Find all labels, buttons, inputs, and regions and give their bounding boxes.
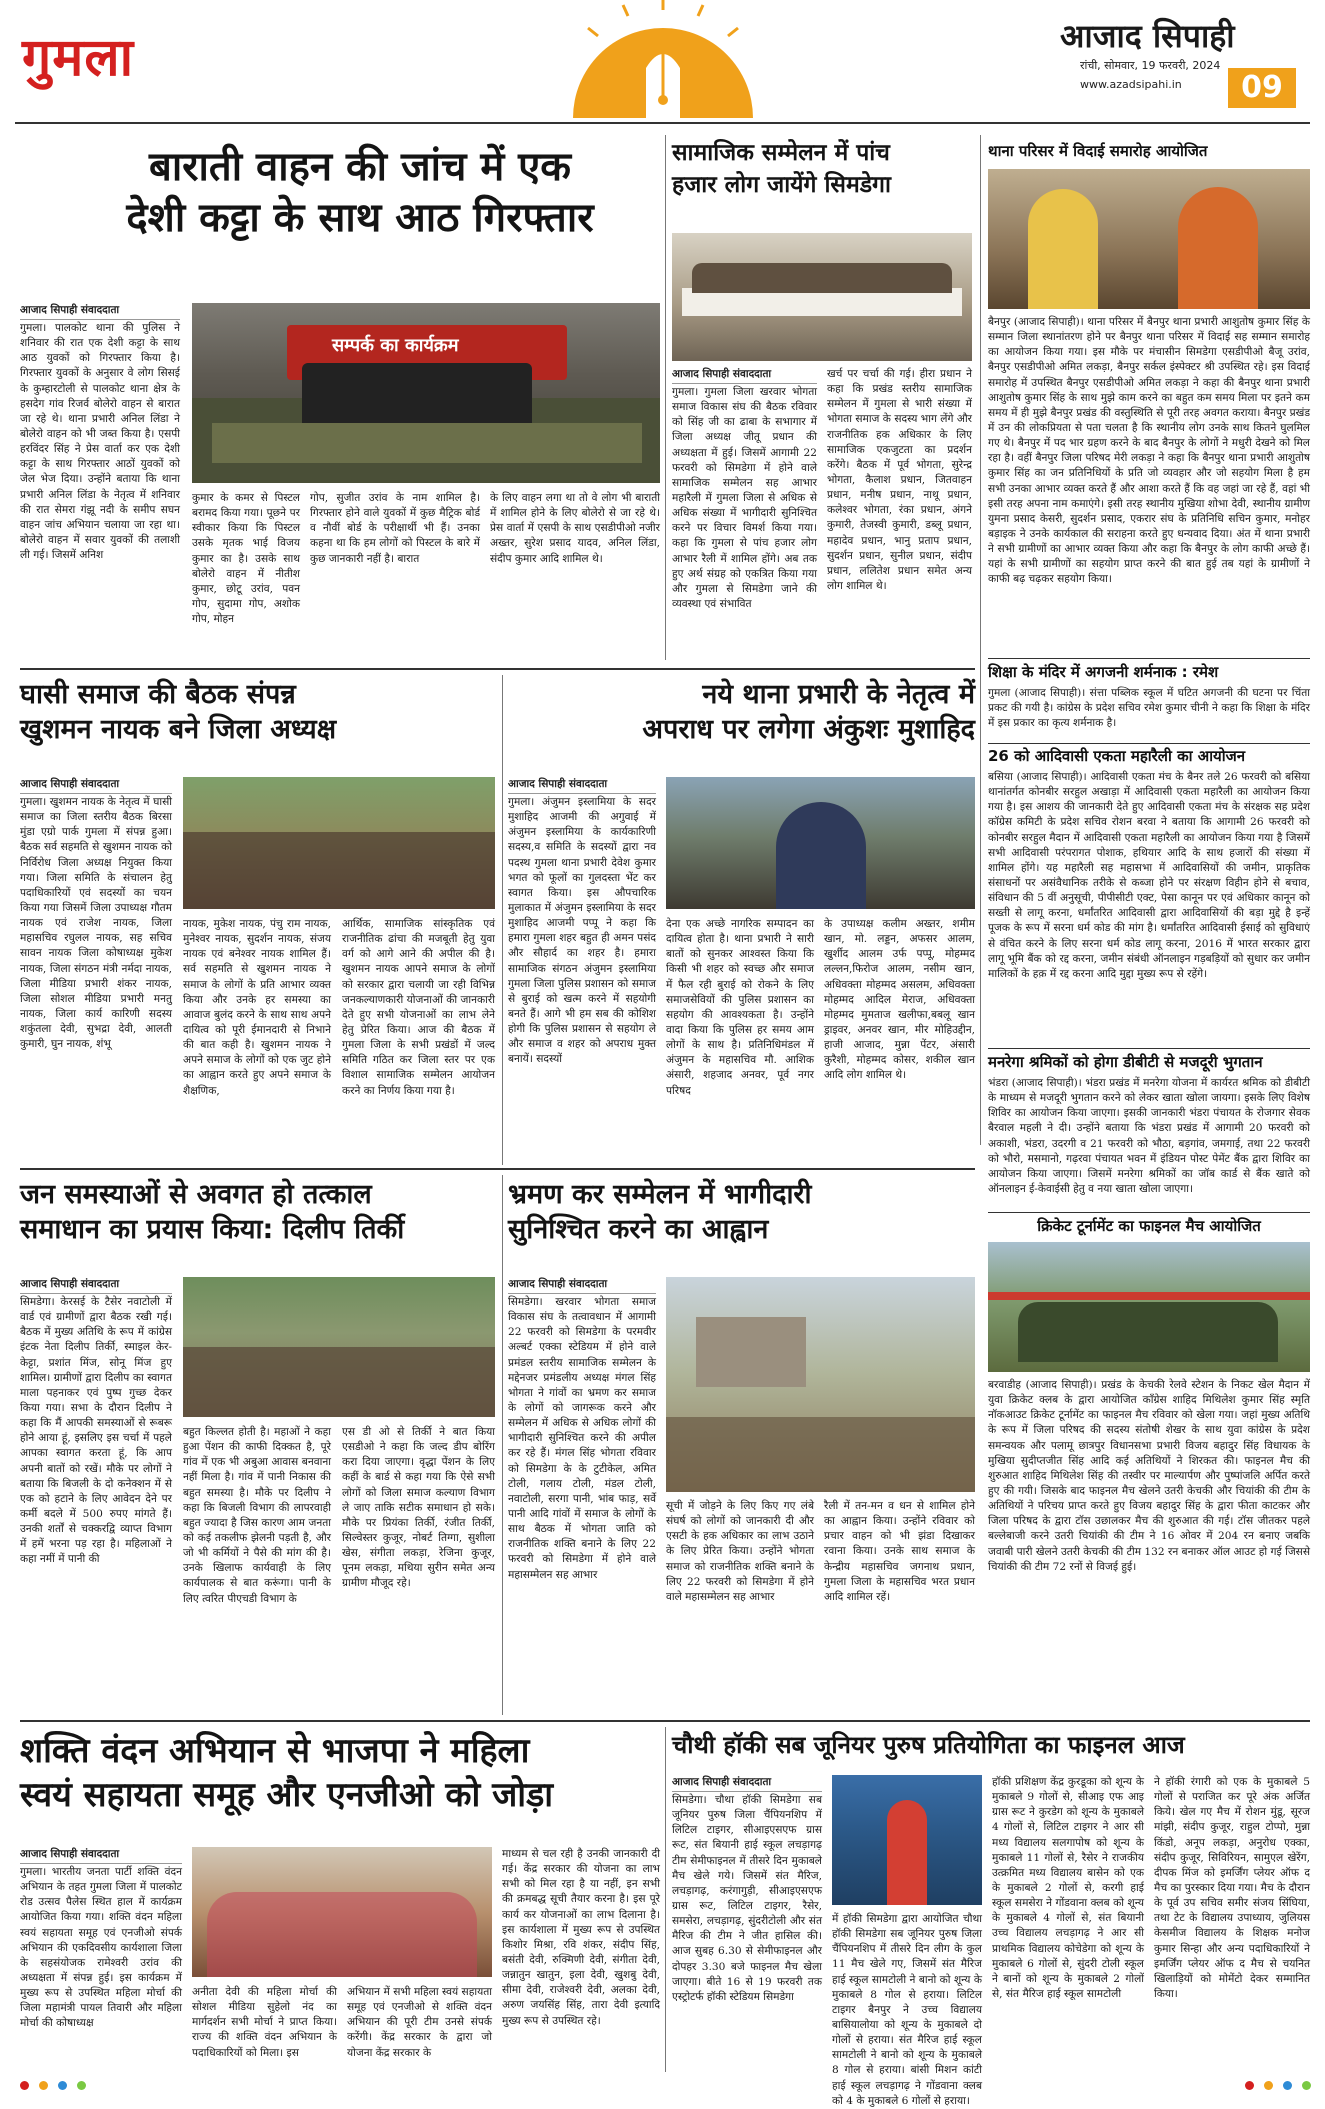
masthead-rule (15, 122, 1310, 124)
byline: आजाद सिपाही संवाददाता (672, 1775, 822, 1792)
story-col-4: ने हॉकी रंगारी को एक के मुकाबले 5 गोलों से पराजित कर पूरे अंक अर्जित किये। खेल गए मैच में रोशन मुंडू, सूरज मांझी, संदीप कुजूर, राहुल टोप्पो, मुन्ना किंडो, अनूप लकड़ा, अनुरोध एक्का, संदीप कुजूर, सिविरियन, सामुएल खेरेंग, दीपक मिंज को इमर्जिंग प्लेयर ऑफ द मैच का पुरस्कार दिया गया। मैच के दौरान के पूर्व उप सचिव समीर संजय सिंघिया, तथा टेट के विद्यालय उपाध्याय, जुलियस केसमीज विद्यालय के शिक्षक मनोज कुमार सिन्हा और अन्य पदाधिकारियों ने इमर्जिंग प्लेयर ऑफ द मैच से चयनित खिलाड़ियों को मोमेंटो देकर सम्मानित किया। (1154, 1776, 1310, 2000)
masthead (0, 0, 1325, 130)
headline: शिक्षा के मंदिर में अगजनी शर्मनाक : रमेश (988, 663, 1219, 681)
story-manrega-dbt (988, 1052, 1310, 1212)
story-body: गुमला (आजाद सिपाही)। संत्ता पब्लिक स्कूल में घटित अगजनी की घटना पर चिंता प्रकट की गयी है। कांग्रेस के प्रदेश सचिव रमेश कुमार चीनी ने कहा कि शिक्षा के मंदिर में इस प्रकार का कृत्य शर्मनाक है। (988, 687, 1310, 730)
dot-6 (1264, 2081, 1273, 2090)
headline-line2: स्वयं सहायता समूह और एनजीओ को जोड़ा (20, 1775, 554, 1816)
story-col-1: गुमला। अंजुमन इस्लामिया के सदर मुशाहिद आजमी की अगुवाई में अंजुमन इस्लामिया के कार्यकारिणी सदस्य,व समिति के सदस्यों द्वारा नव पदस्थ गुमला थाना प्रभारी देवेश कुमार भगत को फूलों का गुलदस्ता भेंट कर स्वागत किया। इस औपचारिक मुलाकात में अंजुमन इस्लामिया के सदर मुशाहिद आजमी पप्पू ने कहा कि हमारा गुमला शहर बहुत ही अमन पसंद और सौहार्द का शहर है। हमारा सामाजिक संगठन अंजुमन इस्लामिया गुमला जिला पुलिस प्रशासन को समाज से बुराई को खत्म करने में सहयोगी बनते हैं। आगे भी हम सब की कोशिश होगी कि पुलिस प्रशासन से सहयोग ले और समाज व शहर को अपराध मुक्त बनायें। सदस्यों (508, 796, 656, 1066)
headline-line2: देशी कट्टा के साथ आठ गिरफ्तार (126, 194, 594, 241)
byline: आजाद सिपाही संवाददाता (20, 1277, 172, 1294)
story-col-2: बहुत किल्लत होती है। महाओं ने कहा हुआ पेंशन की काफी दिक्कत है, पूरे गांव में एक भी अबुआ आवास बनवाना नहीं मिला है। गांव में पानी निकास की बहुत समस्या है। मौके पर दिलीप ने कहा कि बिजली विभाग की लापरवाही बहुत ज्यादा है जिस कारण आम जनता को कई तकलीफ झेलनी पड़ती है, और जो भी कर्मियों ने पैसे की मांग की है। उनके खिलाफ कार्यवाही के लिए कार्यपालक से बात करूंगा। पानी के लिए त्वरित पीएचडी विभाग के (183, 1426, 331, 1605)
headline-line2: सुनिश्चित करने का आह्वान (508, 1214, 769, 1246)
story-col-1: सिमडेगा। चौथा हॉकी सिमडेगा सब जूनियर पुरुष जिला चैंपियनशिप में लिटिल टाइगर, सीआइएसएफ ग्रास रूट, संत बियानी हाई स्कूल लचड़ागढ़ टीम सेमीफाइनल में तीसरे दिन मुकाबले मैच खेले गये। जिसमें संत मैरिज, लचड़ागढ़, करंगागुड़ी, सीआइएसएफ ग्रास रूट, लिटिल टाइगर, रैसेर, समसेरा, लचड़ागढ़, सुंदरीटोली और संत मैरिज की टीम ने जीत हासिल की। आज सुबह 6.30 से सेमीफाइनल और दोपहर 3.30 बजे फाइनल मैच खेला जाएगा। बीते 16 से 19 फरवरी तक एस्ट्रोटर्फ हॉकी स्टेडियम सिमडेगा (672, 1794, 822, 2003)
pen-nib-logo (568, 0, 758, 118)
story-col-2: खर्च पर चर्चा की गई। हीरा प्रधान ने कहा कि प्रखंड स्तरीय सामाजिक सम्मेलन में गुमला से भारी संख्या में भोगता समाज के सदस्य भाग लेंगे और राजनीतिक हक अधिकार के लिए सामाजिक एकजुटता का प्रदर्शन करेंगे। बैठक में पूर्व भोगता, सुरेन्द्र भोगता, कैलाश प्रधान, जितवाहन प्रधान, मनीष प्रधान, नाथू प्रधान, कलेश्वर भोगता, रंका प्रधान, अंगने कुमारी, तेजस्वी कुमारी, डब्लू प्रधान, महादेव प्रधान, भानु प्रताप प्रधान, सुदर्शन प्रधान, सुनील प्रधान, संदीप प्रधान, ललितेश प्रधान समेत अन्य लोग शामिल थे। (827, 368, 972, 592)
footer-dots-right (1245, 2075, 1316, 2085)
dot-3 (58, 2081, 67, 2090)
press-conference-photo (192, 303, 660, 483)
headline (20, 680, 495, 745)
story-col-3: गोप, सुजीत उरांव के नाम शामिल है। गिरफ्तार होने वाले युवकों में कुछ मैट्रिक बोर्ड व नौवीं बोर्ड के परीक्षार्थी भी हैं। उनका कहना था कि हम लोगों को पिस्टल के बारे में कुछ जानकारी नहीं है। बारात (310, 492, 480, 565)
byline: आजाद सिपाही संवाददाता (672, 367, 817, 384)
story-shiksha-mandir (988, 662, 1310, 742)
story-body: बसिया (आजाद सिपाही)। आदिवासी एकता मंच के बैनर तले 26 फरवरी को बसिया थानांतर्गत कोनबीर सरहुल अखाड़ा में आदिवासी एकता महारैली का आयोजन किया गया है। इस आशय की जानकारी देते हुए आदिवासी एकता मंच के संरक्षक सह प्रदेश कॉग्रेस कमिटी के प्रदेश सचिव रोशन बरवा ने बताया कि आगामी 26 फरवरी को कोनबीर सरहुल मैदान में आदिवासी एकता महारैली का आयोजन किया गया है जिसमें सभी आदिवासी परंपरागत पोशाक, हथियार आदि के साथ हजारों की संख्या में शामिल होंगे। यह महारैली सह महासभा में आदिवासियों की जमीन, प्राकृतिक संसाधनों पर असंवैधानिक तरीके से कब्जा होने पर संरक्षण विहीन होने से बचाव, संविधान की 5 वीं अनुसूची, पीपीसीटी एक्ट, पेसा कानून पर एवं अधिकार कानून को सख्ती से लागू करना, धर्मांतरित आदिवासी द्वारा आदिवासियों की बड़ा मुद्दे है इन्हें पूजक के रूप में सरना धर्म कोड की मांग है। धर्मांतरित आदिवासी ईसाई को सुविधाएं से वंचित करने के लिए सरना धर्म कोड लागू करना, 2016 में भारत सरकार द्वारा लागू भूमि बैंक को रद्द करना, जमीन संबंधी ऑनलाइन गड़बड़ियों को सुधार कर जमीन मालिकों के हक़ में रद्द करना आदि मुद्दा मुख्य रूप से रहेंगे। (988, 771, 1310, 980)
divider (502, 675, 503, 1165)
story-col-1: गुमला। भारतीय जनता पार्टी शक्ति वंदन अभियान के तहत गुमला जिला में पालकोट रोड उत्सव पैलेस स्थित हाल में कार्यक्रम आयोजित किया गया। शक्ति वंदन महिला स्वयं सहायता समूह एवं एनजीओ संपर्क अभियान की एकदिवसीय कार्यशाला जिला के सहसंयोजक रामेश्वरी उरांव की अध्यक्षता में संपन्न हुई। इस कार्यक्रम में मुख्य रूप से उपस्थित महिला मोर्चा की जिला महामंत्री पायल तिवारी और महिला मोर्चा की कोषाध्यक्ष (20, 1866, 182, 2030)
village-meeting-photo (183, 1277, 495, 1417)
story-bhraman-sammelan (508, 1175, 975, 1715)
dot-4 (77, 2081, 86, 2090)
divider (980, 135, 981, 1145)
headline (20, 1732, 660, 1814)
story-col-3: माध्यम से चल रही है उनकी जानकारी दी गई। केंद्र सरकार की योजना का लाभ सभी को मिल रहा है या नहीं, इन सभी की क्रमबद्ध सूची तैयार करना है। इस पूरे कार्य कर योजनाओं का लाभ दिलाना है। इस कार्यशाला में मुख्य रूप से उपस्थित किशोर मिश्रा, रवि शंकर, संदीप सिंह, बसंती देवी, रुक्मिणी देवी, संगीता देवी, जन्नातुन खातुन, इला देवी, खुशबु देवी, सीमा देवी, राजेश्वरी देवी, अलका देवी, अरुण जयसिंह सिंह, तारा देवी इत्यादि मुख्य रूप से उपस्थित रहे। (502, 1848, 660, 2027)
story-col-2: में हॉकी सिमडेगा द्वारा आयोजित चौथा हॉकी सिमडेगा सब जूनियर पुरुष जिला चैंपियनशिप में तीसरे दिन लीग के कुल 11 मैच खेले गए, जिसमें संत मैरिज हाई स्कूल सामटोली ने बानो को शून्य के मुकाबले 8 गोल से हराया। लिटिल टाइगर बैनपुर ने उच्च विद्यालय बासियालोया को शून्य के मुकाबले दो गोलों से हराया। संत मैरिज हाई स्कूल सामटोली ने बानो को शून्य के मुकाबले 8 गोल से हराया। बांसी मिशन कांटी हाई स्कूल लचड़ागढ़ ने गोंडवाना क्लब को 4 के मुकाबले 6 गोलों से हराया। (832, 1913, 982, 2107)
byline: आजाद सिपाही संवाददाता (508, 1277, 656, 1294)
headline: चौथी हॉकी सब जूनियर पुरुष प्रतियोगिता का फाइनल आज (672, 1731, 1185, 1759)
story-col-1: सिमडेगा। केरसई के टैसेर नवाटोली में वार्ड एवं ग्रामीणों द्वारा बैठक रखी गई। बैठक में मुख्य अतिथि के रूप में कांग्रेस इंटक नेता दिलीप तिर्की, स्माइल केर-केट्टा, प्रशांत मिंज, सोनू मिंज हुए शामिल। ग्रामीणों द्वारा दिलीप का स्वागत माला पहनाकर एवं पुष्प गुच्छ देकर किया गया। सभा के दौरान दिलीप ने कहा कि मैं आपकी समस्याओं से रूबरू होने आया हूं, इसलिए इस चर्चा में पहले आपका स्वागत करता हूं, कि आप अपनी बातों को रखें। मौके पर लोगों ने बताया कि बिजली के दो कनेक्शन में से एक को हटाने के लिए आवेदन देने पर कर्मी बदले में 500 रुपए मांगते हैं। उनकी शर्तों से चक्करद्वि व्याप्त विभाग में हमें भरना पड़ रहा है। महिलाओं ने कहा नमीं में पानी की (20, 1296, 172, 1566)
story-col-2: नायक, मुकेश नायक, पंचु राम नायक, मुनेश्वर नायक, सुदर्शन नायक, संजय नायक एवं बनेश्वर नायक शामिल हैं। सर्व सहमति से खुशमन नायक ने समाज के लोगों के प्रति आभार व्यक्त किया और उनके हर समस्या का आवाज बुलंद करने के साथ साथ अपने दायित्व को पूरी ईमानदारी से निभाने की बात कही है। खुशमन नायक ने अपने समाज के लोगों को एक जुट होने का आह्वान करते हुए अपने समाज के शैक्षणिक, (183, 918, 331, 1097)
ghasi-samaj-photo (183, 777, 495, 909)
divider (20, 668, 975, 670)
byline: आजाद सिपाही संवाददाता (20, 1847, 182, 1864)
headline-line2: समाधान का प्रयास किया: दिलीप तिर्की (20, 1214, 405, 1246)
story-naye-thana-prabhari (508, 675, 975, 1165)
story-col-1: गुमला। गुमला जिला खरवार भोगता समाज विकास संघ की बैठक रविवार को सिंह जी का ढाबा के सभागार में जिला अध्यक्ष जीतू प्रधान की अध्यक्षता में हुई। जिसमें आगामी 22 फरवरी को सिमडेगा में होने वाले सामाजिक सम्मेलन सह आभार महारैली में गुमला जिला से अधिक से अधिक संख्या में भागीदारी सुनिश्चित करने पर विचार विमर्श किया गया। कहा कि गुमला से पांच हजार लोग आभार रैली में शामिल होंगे। अब तक हुए अर्थ संग्रह को एकत्रित किया गया और गुमला से सिमडेगा जाने की व्यवस्था एवं संभावित (672, 386, 817, 610)
story-col-2: अनीता देवी की महिला मोर्चा की सोशल मीडिया सुहेलो नंद का मार्गदर्शन सभी मोर्चा ने प्राप्त किया। राज्य की शक्ति वंदन अभियान के पदाधिकारियों को मिला। इस (192, 1986, 337, 2059)
headline-line2: हजार लोग जायेंगे सिमडेगा (672, 171, 891, 198)
cricket-photo (988, 1242, 1310, 1372)
story-dilip-tirki (20, 1175, 495, 1715)
divider (988, 743, 1310, 744)
headline: क्रिकेट टूर्नामेंट का फाइनल मैच आयोजित (1037, 1217, 1261, 1235)
headline-line2: खुशमन नायक बने जिला अध्यक्ष (20, 714, 337, 746)
story-col-4: के लिए वाहन लगा था तो वे लोग भी बाराती में शामिल होने के लिए बोलेरो से जा रहे थे। प्रेस वार्ता में एसपी के साथ एसडीपीओ नजीर अख्तर, सुरेश प्रसाद यादव, अनिल लिंडा, संदीप कुमार आदि शामिल थे। (490, 492, 660, 565)
headline (20, 1180, 495, 1245)
headline: थाना परिसर में विदाई समारोह आयोजित (988, 142, 1208, 160)
headline-line1: जन समस्याओं से अवगत हो तत्काल (20, 1179, 372, 1210)
women-group-photo (192, 1847, 492, 1977)
page-number: 09 (1228, 68, 1296, 108)
photo-banner-text: सम्पर्क का कार्यक्रम (332, 335, 459, 356)
story-col-2b: अभियान में सभी महिला स्वयं सहायता समूह एवं एनजीओ से शक्ति वंदन अभियान की पूरी टीम उनसे संपर्क करेंगी। केंद्र सरकार के द्वारा जो योजना केंद्र सरकार के (347, 1986, 492, 2059)
footer-dots-left (20, 2075, 91, 2085)
newspaper-name: आजाद सिपाही (1060, 17, 1235, 55)
divider (988, 658, 1310, 659)
story-col-2: देना एक अच्छे नागरिक सम्पादन का दायित्व होता है। थाना प्रभारी ने सारी बातों को सुनकर आश्वस्त किया कि किसी भी शहर को स्वच्छ और समाज में फैल रही बुराई को रोकने के लिए समाजसेवियों की पुलिस प्रशासन का सहयोग की आवश्यकता है। उन्होंने वादा किया कि पुलिस हर समय आम लोगों के साथ है। प्रतिनिधिमंडल में अंजुमन के महासचिव मौ. आशिक अंसारी, शहजाद अनवर, पूर्व नगर परिषद (666, 918, 814, 1097)
meeting-photo (672, 233, 972, 361)
story-vidai-samaroh (988, 135, 1310, 655)
story-body: भंडरा (आजाद सिपाही)। भंडरा प्रखंड में मनरेगा योजना में कार्यरत श्रमिक को डीबीटी के माध्यम से मजदूरी भुगतान करने को लेकर खाता खोला जायगा। इसके लिए विशेष शिविर का आयोजन किया जाएगा। इसकी जानकारी भंडरा पंचायत के रोजगार सेवक बैरवाल महली ने दी। उन्होंने बताया कि भंडरा प्रखंड में आगामी 20 फरवरी को अकाशी, भंडरा, उदरगी व 21 फरवरी को भौठा, बड़गांव, जमगाई, तथा 22 फरवरी को भौरो, मसमानो, गढ़रवा पंचायत भवन में इंडियन पोस्ट पेमेंट बैंक द्वारा शिविर का आयोजन किया जाएगा। जिसमें मनरेगा श्रमिकों का जॉब कार्ड से बैंक खाते को ऑनलाइन ई-केवाईसी हेतु व नया खाता खोला जाएगा। (988, 1077, 1310, 1195)
story-cricket-final (988, 1216, 1310, 1756)
story-samajik-sammelan (672, 135, 972, 660)
farewell-photo (988, 169, 1310, 309)
story-barati-vahan (20, 135, 660, 660)
divider (988, 1048, 1310, 1049)
headline-line1: घासी समाज की बैठक संपन्न (20, 679, 296, 710)
headline-line1: सामाजिक सम्मेलन में पांच (672, 140, 890, 166)
headline (508, 680, 975, 745)
divider (988, 1212, 1310, 1213)
headline-line1: नये थाना प्रभारी के नेतृत्व में (702, 679, 975, 710)
story-col-1: सिमडेगा। खरवार भोगता समाज विकास संघ के तत्वावधान में आगामी 22 फरवरी को सिमडेगा के परमवीर अल्बर्ट एक्का स्टेडियम में होने वाले प्रमंडल स्तरीय सामाजिक सम्मेलन के मद्देनजर प्रमंडलीय अध्यक्ष मंगल सिंह भोगता ने गांवों का भ्रमण कर समाज के लोगों को जागरूक करने और सम्मेलन में अधिक से अधिक लोगों की भागीदारी सुनिश्चित करने की अपील कर रहे हैं। मंगल सिंह भोगता रविवार को सिमडेगा के के टुटीकेल, अमित टोली, गलाय टोली, मंडल टोली, नवाटोली, सरगा पानी, भांब फाड़, सर्वे पानी आदि गांवों में समाज के लोगों के साथ बैठक में भोगता जाति को राजनीतिक शक्ति बनाने के लिए 22 फरवरी को सिमडेगा में होने वाले महासम्मेलन सह आभार (508, 1296, 656, 1581)
headline-line1: भ्रमण कर सम्मेलन में भागीदारी (508, 1179, 812, 1210)
dateline: रांची, सोमवार, 19 फरवरी, 2024 (1080, 59, 1221, 72)
story-col-2: कुमार के कमर से पिस्टल बरामद किया गया। पूछने पर स्वीकार किया कि पिस्टल उसके मृतक भाई विजय कुमार का है। उसके साथ बोलेरो वाहन में नीतीश कुमार, छोटू उरांव, पवन गोप, सुदामा गोप, अशोक गोप, मोहन (192, 492, 300, 626)
dot-2 (39, 2081, 48, 2090)
story-col-3: हॉकी प्रशिक्षण केंद्र कुरडूका को शून्य के मुकाबले 9 गोलों से, सीआइ एफ आइ ग्रास रूट ने कुरडेग को शून्य के मुकाबले 4 गोलों से, लिटिल टाइगर ने आर सी मध्य विद्यालय सलगापोष को शून्य के मुकाबले 11 गोलों से, रैसेर ने राजकीय उत्क्रमित मध्य विद्यालय बासेन को एक के मुकाबले 2 गोलों से, करगी हाई स्कूल समसेरा ने गोंडवाना क्लब को शून्य के मुकाबले 4 गोलों से, संत बियानी उच्च विद्यालय लचड़ागढ़ ने आर सी प्राथमिक विद्यालय कोचेडेगा को शून्य के मुकाबले 6 गोलों से, सुंदरी टोली स्कूल ने बानों को शून्य के मुकाबले 2 गोलों से, संत मैरिज हाई स्कूल सामटोली (992, 1776, 1144, 2000)
website: www.azadsipahi.in (1080, 78, 1182, 91)
byline: आजाद सिपाही संवाददाता (508, 777, 656, 794)
story-hockey-final (672, 1727, 1310, 2107)
headline-line2: अपराध पर लगेगा अंकुशः मुशाहिद (642, 714, 975, 746)
dot-7 (1283, 2081, 1292, 2090)
divider (502, 1175, 503, 1715)
story-col-3: एस डी ओ से तिर्की ने बात किया एसडीओ ने कहा कि जल्द डीप बोरिंग करा दिया जाएगा। वृद्धा पेंशन के लिए कहीं के बार्ड से कहा गया कि ऐसे सभी लोगों को जिला समाज कल्याण विभाग ले जाए ताकि सटीक समाधान हो सके। मौके पर प्रियंका तिर्की, रंजीत तिर्की, सिल्वेस्तर कुजूर, नोबर्ट तिग्गा, सुशीला खेस, संगीता लकड़ा, रेजिना कुजूर, पूनम लकड़ा, मथिया सुरीन समेत अन्य ग्रामीण मौजूद रहे। (342, 1426, 495, 1590)
headline (508, 1180, 975, 1245)
divider (20, 1720, 1310, 1722)
divider (665, 135, 666, 660)
story-adivasi-mahareli (988, 746, 1310, 1046)
dot-8 (1302, 2081, 1311, 2090)
headline (672, 141, 972, 199)
headline-line1: शक्ति वंदन अभियान से भाजपा ने महिला (20, 1731, 530, 1771)
divider (20, 1168, 975, 1170)
story-col-1: गुमला। खुशमन नायक के नेतृत्व में घासी समाज का जिला स्तरीय बैठक बिरसा मुंडा एग्रो पार्क गुमला में संपन्न हुआ। बैठक सर्व सहमति से खुशमन नायक को निर्विरोध जिला अध्यक्ष नियुक्त किया गया। जिला समिति के संचालन हेतु पदाधिकारियों एवं सदस्यों का चयन किया गया जिसमें जिला उपाध्यक्ष गौतम नायक एवं राजेश नायक, जिला महासचिव रघुलल नायक, सह सचिव सावन नायक जिला कोषाध्यक्ष मुकेश नायक, जिला संगठन मंत्री नर्मदा नायक, जिला मीडिया प्रभारी शंकर नायक, जिला सोशल मीडिया प्रभारी मनतु नायक, जिला कार्य कारिणी सदस्य शकुंतला देवी, सुभद्रा देवी, आलती कुमारी, घुन नायक, शंभू (20, 796, 172, 1051)
story-body: बरवाडीह (आजाद सिपाही)। प्रखंड के केचकी रेलवे स्टेशन के निकट खेल मैदान में युवा क्रिकेट क्लब के द्वारा आयोजित काँग्रेस शाहिद मिथिलेश कुमार सिंह स्मृति नॉकआउट क्रिकेट टूर्नामेंट का फाइनल मैच रविवार को खेला गया। जहां मुख्य अतिथि के रूप में जिला परिषद की सदस्य संतोषी शेखर के साथ युवा कांग्रेस के प्रदेश समन्वयक और पलामू छात्रपुर विधानसभा प्रभारी विजय बहादुर सिंह विधायक के मुखिया सुदीप्तजीत सिंह आदि कई अतिथियों ने शिरकत की। फाइनल मैच की शुरुआत शाहिद मिथिलेश सिंह की तस्वीर पर माल्यार्पण और पुष्पांजलि अर्पित करते हुए की गयी। जिसके बाद फाइनल मैच खेलने उतरी केचकी और चियांकी की टीम के अतिथियों ने परिचय प्राप्त करते हुए विजय बहादुर सिंह के द्वारा फीता काटकर और जिला परिषद के द्वारा टॉस उछालकर मैच की शुरुआत की गई। टॉस जीतकर पहले बल्लेबाजी करने उतरी चियांकी की टीम ने 16 ओवर में 204 रन बनाए जबकि जवाबी पारी खेलने उतरी केचकी की टीम 132 रन बनाकर ऑल आउट हो गई जिससे चियांकी की टीम 72 रनों से विजई हुई। (988, 1379, 1310, 1573)
welcome-photo (666, 777, 975, 909)
headline: मनरेगा श्रमिकों को होगा डीबीटी से मजदूरी भुगतान (988, 1053, 1263, 1071)
story-col-1: गुमला। पालकोट थाना की पुलिस ने शनिवार की रात एक देशी कट्टा के साथ आठ युवकों को गिरफ्तार किया है। गिरफ्तार युवकों के अनुसार वे लोग सिसई के कुम्हारटोली से पालकोट थाना क्षेत्र के हसदेग गांव रिजर्व बोलेरो वाहन से बारात जा रहे थे। थाना प्रभारी अनिल लिंडा ने बोलेरो वाहन को भी जब्त किया है। एसपी हरविंदर सिंह ने प्रेस वार्ता कर एक देशी कट्टा के साथ गिरफ्तार आठों युवकों को जेल भेज दिया। उन्होंने बताया कि थाना प्रभारी अनिल लिंडा के नेतृत्व में शनिवार की रात सेमरा गंझू नदी के समीप सघन वाहन जांच अभियान चलाया जा रहा था। बोलेरो वाहन में सवार युवकों की तलाशी ली गई। जिसमें अनिश (20, 322, 180, 562)
story-col-3: आर्थिक, सामाजिक सांस्कृतिक एवं राजनीतिक ढांचा की मजबूती हेतु युवा वर्ग को आगे आने की अपील की है। खुशमन नायक आपने समाज के लोगों को सरकार द्वारा चलायी जा रही विभिन्न जनकल्याणकारी योजनाओं की जानकारी देते हुए सभी योजनाओं का लाभ लेने हेतु प्रेरित किया। आज की बैठक में गुमला जिला के सभी प्रखंडों में जल्द समिति गठित कर जिला स्तर पर एक विशाल सामाजिक सम्मेलन आयोजन करने का निर्णय किया गया है। (342, 918, 495, 1097)
byline: आजाद सिपाही संवाददाता (20, 303, 180, 320)
byline: आजाद सिपाही संवाददाता (20, 777, 172, 794)
headline: 26 को आदिवासी एकता महारैली का आयोजन (988, 747, 1246, 765)
story-col-3: रैली में तन-मन व धन से शामिल होने का आह्वान किया। उन्होंने रविवार को प्रचार वाहन को भी झंडा दिखाकर रवाना किया। उनके साथ समाज के केन्द्रीय महासचिव जगनाथ प्रधान, गुमला जिला के महासचिव भरत प्रधान आदि शामिल रहें। (824, 1500, 975, 1603)
section-title: गुमला (22, 28, 135, 88)
dot-5 (1245, 2081, 1254, 2090)
hockey-player-photo (832, 1775, 982, 1905)
headline-line1: बाराती वाहन की जांच में एक (148, 144, 572, 190)
story-shakti-vandan (20, 1727, 660, 2072)
story-ghasi-samaj (20, 675, 495, 1165)
story-col-2: सूची में जोड़ने के लिए किए गए लंबे संघर्ष को लोगों को जानकारी दी और एसटी के हक अधिकार का लाभ उठाने के लिए प्रेरित किया। उन्होंने भोगता समाज को राजनीतिक शक्ति बनाने के लिए 22 फरवरी को सिमडेगा में होने वाले महासम्मेलन सह आभार (666, 1500, 814, 1603)
divider (665, 1727, 666, 2072)
headline (65, 145, 655, 241)
village-gathering-photo (666, 1277, 975, 1492)
story-col-3: के उपाध्यक्ष कलीम अख्तर, शमीम खान, मो. लड्डन, अफसर आलम, खुर्शीद आलम उर्फ पप्पू, मोहम्मद लल्लन,फिरोज आलम, नसीम खान, अधिवक्ता मोहम्मद असलम, अधिवक्ता मोहम्मद आदिल मेराज, अधिवक्ता मोहम्मद मुमताज खलीफा,बबलू खान ड्राइवर, अनवर खान, मीर मोहिउद्दीन, हाजी आजाद, मुन्ना पेंटर, अंसारी कुरैशी, मोहम्मद कोसर, शकील खान आदि लोग शामिल थे। (824, 918, 975, 1082)
dot-1 (20, 2081, 29, 2090)
story-body: बैनपुर (आजाद सिपाही)। थाना परिसर में बैनपुर थाना प्रभारी आशुतोष कुमार सिंह के सम्मान जिला स्थानांतरण होने पर बैनपुर थाना परिसर में विदाई सह सम्मान समारोह का आयोजन किया गया। इस मौके पर मंचासीन सिमडेगा एसडीपीओ बैजू उरांव, बैनपुर एसडीपीओ अमित लकड़ा, बैनपुर सर्कल इंस्पेक्टर श्री उपस्थित रहे। इस विदाई समारोह में उपस्थित बैनपुर एसडीपीओ अमित लकड़ा ने कहा की बैनपुर थाना प्रभारी आशुतोष कुमार सिंह के साथ मुझे काम करने का बहुत कम समय मिला पर इतने कम समय में ही मुझे बैनपुर प्रखंड की वस्तुस्थिति से पूरी तरह अवगत कराया। बैनपुर प्रखंड में उन की लोकप्रियता से पता चलता है कि स्थानीय लोग उनके साथ कितने घुलमिल गए थे। बैनपुर में पद भार ग्रहण करने के बाद बैनपुर के लोगों ने मधुरी देखने को मिल रहा है। वहीं बैनपुर जिला परिषद मेरी लकड़ा ने कहा कि बैनपुर थाना प्रभारी आशुतोष कुमार सिंह का जन प्रतिनिधियों के प्रति जो व्यवहार और जो सहयोग मिला है हम सभी उनका आभार व्यक्त करते हैं और आशा करते हैं कि वह जहां जा रहे हैं, वहां भी इसी तरह अपना नाम कमाएंगे। इसी तरह स्थानीय मुखिया शोभा देवी, स्थानीय ग्रामीण युमना प्रसाद केसरी, सुदर्शन प्रसाद, एकरार संघ के प्रतिनिधि सचिन कुमार, मनोहर बड़ाइक ने उनके कार्यकाल की सराहना करते हुए धन्यवाद दिया। अंत में थाना प्रभारी ने सभी ग्रामीणों का आभार व्यक्त किया और कहा कि बैनपुर के लोग काफी अच्छे हैं। यहां के सभी ग्रामीणों का सहयोग प्राप्त करने की बात हुई तब यहां के ग्रामीणों ने काफी बढ़ चढ़कर सहयोग किया। (988, 316, 1310, 586)
